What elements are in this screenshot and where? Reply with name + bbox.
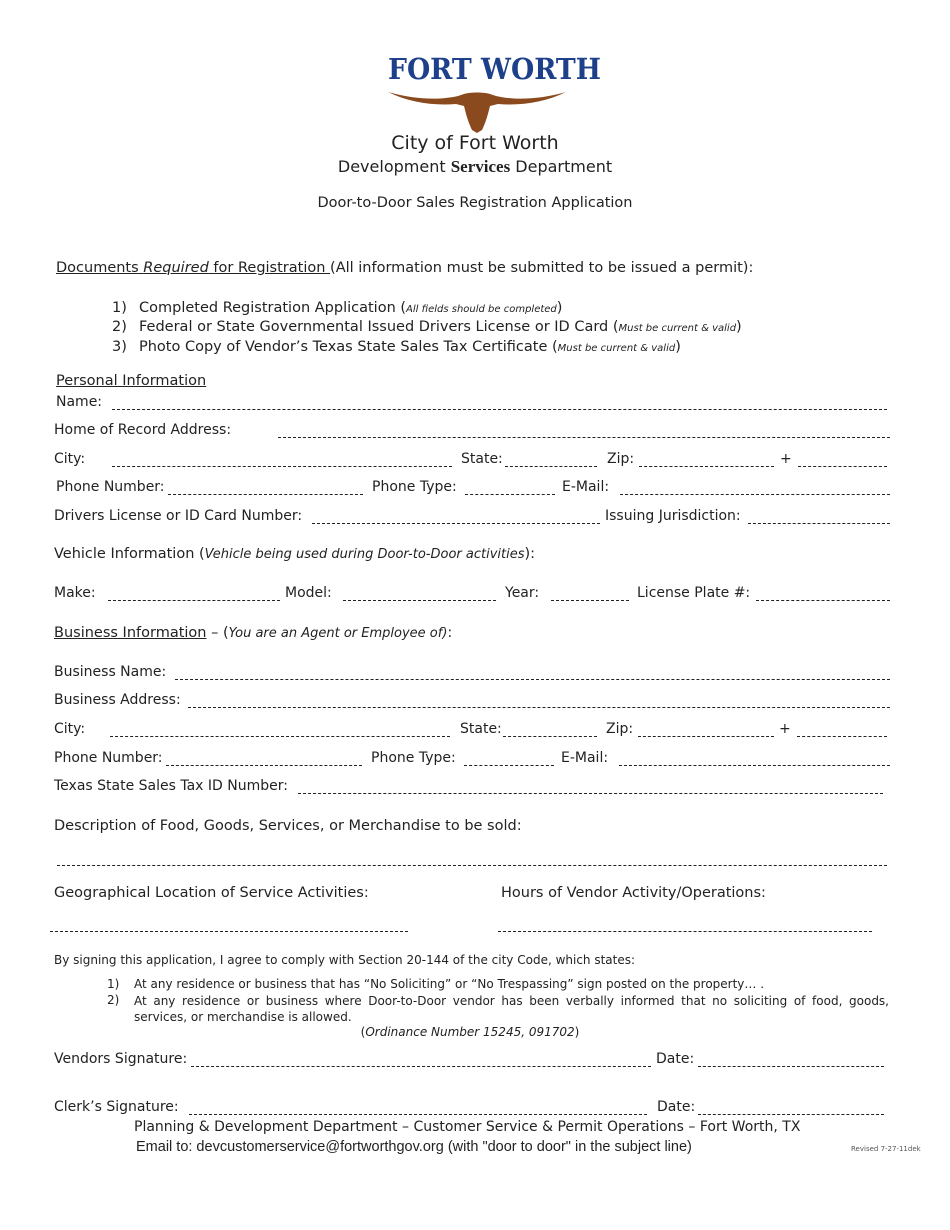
vendor-signature-field[interactable] bbox=[191, 1065, 651, 1067]
clerk-signature-label: Clerk’s Signature: bbox=[54, 1099, 179, 1115]
year-field[interactable] bbox=[551, 599, 629, 601]
ordinance-note: (Ordinance Number 15245, 091702) bbox=[360, 1025, 580, 1039]
state-label: State: bbox=[461, 451, 503, 467]
vehicle-heading: Vehicle Information (Vehicle being used during Door-to-Door activities): bbox=[54, 546, 536, 562]
clerk-date-label: Date: bbox=[657, 1099, 696, 1115]
agreement-item-num: 2) bbox=[107, 993, 120, 1007]
footer-email: Email to: devcustomerservice@fortworthgov.org (with "door to door" in the subject line) bbox=[136, 1139, 692, 1155]
footer-department: Planning & Development Department – Customer Service & Permit Operations – Fort Worth, TX bbox=[134, 1119, 801, 1135]
city-field[interactable] bbox=[112, 465, 452, 467]
vendor-signature-label: Vendors Signature: bbox=[54, 1051, 188, 1067]
zip-field[interactable] bbox=[639, 465, 774, 467]
agreement-intro: By signing this application, I agree to comply with Section 20-144 of the city Code, which states: bbox=[54, 953, 636, 967]
business-city-field[interactable] bbox=[110, 735, 450, 737]
business-name-label: Business Name: bbox=[54, 664, 167, 680]
hours-field[interactable] bbox=[498, 930, 872, 932]
vendor-date-field[interactable] bbox=[698, 1065, 884, 1067]
license-field[interactable] bbox=[312, 522, 600, 524]
business-address-label: Business Address: bbox=[54, 692, 181, 708]
description-label: Description of Food, Goods, Services, or Merchandise to be sold: bbox=[54, 818, 522, 834]
jurisdiction-label: Issuing Jurisdiction: bbox=[605, 508, 741, 524]
business-phone-type-label: Phone Type: bbox=[371, 750, 456, 766]
business-zip-field[interactable] bbox=[638, 735, 774, 737]
dept-post: Department bbox=[515, 157, 613, 176]
email-label: E-Mail: bbox=[562, 479, 610, 495]
business-email-label: E-Mail: bbox=[561, 750, 609, 766]
jurisdiction-field[interactable] bbox=[748, 522, 890, 524]
geo-label: Geographical Location of Service Activities: bbox=[54, 885, 369, 901]
city-title: City of Fort Worth bbox=[391, 132, 559, 154]
business-name-field[interactable] bbox=[175, 678, 890, 680]
name-field[interactable] bbox=[112, 408, 887, 410]
dept-bold: Services bbox=[450, 157, 511, 176]
agreement-item-num: 1) bbox=[107, 977, 120, 991]
business-zip-ext-field[interactable] bbox=[797, 735, 887, 737]
business-phone-type-field[interactable] bbox=[464, 764, 554, 766]
vendor-date-label: Date: bbox=[656, 1051, 695, 1067]
business-address-field[interactable] bbox=[188, 706, 890, 708]
clerk-date-field[interactable] bbox=[698, 1113, 884, 1115]
department-title bbox=[0, 157, 950, 177]
make-field[interactable] bbox=[108, 599, 280, 601]
agreement-item-text: At any residence or business that has “No Soliciting” or “No Trespassing” sign posted on the property… . bbox=[134, 977, 765, 991]
personal-heading: Personal Information bbox=[56, 373, 207, 389]
hours-label: Hours of Vendor Activity/Operations: bbox=[501, 885, 766, 901]
home-address-label: Home of Record Address: bbox=[54, 422, 232, 438]
phone-label: Phone Number: bbox=[56, 479, 165, 495]
zip-label: Zip: bbox=[607, 451, 635, 467]
business-email-field[interactable] bbox=[619, 764, 890, 766]
documents-heading-note: (All information must be submitted to be issued a permit): bbox=[330, 260, 754, 276]
plate-field[interactable] bbox=[756, 599, 890, 601]
agreement-item-text: At any residence or business where Door-to-Door vendor has been verbally informed that no soliciting of food, goods, services, or merchandise is allowed. bbox=[134, 994, 889, 1024]
form-title: Door-to-Door Sales Registration Application bbox=[317, 195, 633, 211]
documents-heading-underlined: Documents Required for Registration bbox=[56, 260, 326, 276]
clerk-signature-field[interactable] bbox=[189, 1113, 647, 1115]
zip-ext-field[interactable] bbox=[798, 465, 887, 467]
longhorn-icon bbox=[386, 86, 568, 134]
business-phone-field[interactable] bbox=[166, 764, 362, 766]
business-phone-label: Phone Number: bbox=[54, 750, 163, 766]
business-state-field[interactable] bbox=[503, 735, 597, 737]
city-label: City: bbox=[54, 451, 86, 467]
list-item: 1) Completed Registration Application (All fields should be completed) bbox=[112, 300, 563, 316]
email-field[interactable] bbox=[620, 493, 890, 495]
geo-field[interactable] bbox=[50, 930, 408, 932]
business-heading: Business Information – (You are an Agent or Employee of): bbox=[54, 625, 453, 641]
home-address-field[interactable] bbox=[278, 436, 890, 438]
business-zip-label: Zip: bbox=[606, 721, 634, 737]
business-zip-plus-label: + bbox=[779, 721, 791, 737]
tax-id-field[interactable] bbox=[298, 792, 883, 794]
list-item: 2) Federal or State Governmental Issued Drivers License or ID Card (Must be current & valid) bbox=[112, 319, 742, 335]
model-label: Model: bbox=[285, 585, 332, 601]
state-field[interactable] bbox=[505, 465, 597, 467]
fort-worth-logo bbox=[380, 52, 602, 134]
model-field[interactable] bbox=[343, 599, 496, 601]
name-label: Name: bbox=[56, 394, 103, 410]
phone-type-field[interactable] bbox=[465, 493, 555, 495]
zip-plus-label: + bbox=[780, 451, 792, 467]
year-label: Year: bbox=[505, 585, 540, 601]
make-label: Make: bbox=[54, 585, 96, 601]
license-label: Drivers License or ID Card Number: bbox=[54, 508, 303, 524]
phone-type-label: Phone Type: bbox=[372, 479, 457, 495]
phone-field[interactable] bbox=[168, 493, 363, 495]
logo-text: FORT WORTH bbox=[388, 52, 602, 86]
description-field[interactable] bbox=[57, 864, 887, 866]
list-item: 3) Photo Copy of Vendor’s Texas State Sales Tax Certificate (Must be current & valid) bbox=[112, 339, 681, 355]
tax-id-label: Texas State Sales Tax ID Number: bbox=[54, 778, 288, 794]
business-state-label: State: bbox=[460, 721, 502, 737]
documents-heading bbox=[56, 260, 753, 276]
revised-note: Revised 7-27-11dek bbox=[851, 1145, 921, 1153]
dept-pre: Development bbox=[337, 157, 446, 176]
plate-label: License Plate #: bbox=[637, 585, 751, 601]
business-city-label: City: bbox=[54, 721, 86, 737]
